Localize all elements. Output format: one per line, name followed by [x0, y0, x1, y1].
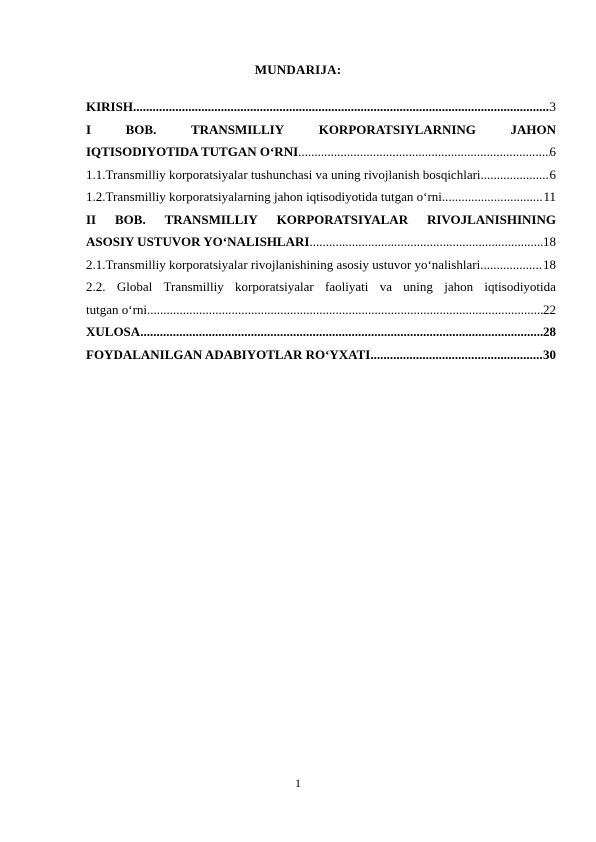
toc-word: RIVOJLANISHINING	[426, 211, 556, 227]
toc-word: KORPORATSIYLARNING	[318, 121, 476, 137]
toc-word: faoliyati	[325, 279, 369, 294]
toc-page-number: 11	[543, 189, 556, 204]
toc-entry-label: XULOSA	[86, 324, 141, 339]
toc-leader-dots	[140, 321, 543, 344]
toc-page-number: 18	[543, 234, 556, 249]
toc-word: KORPORATSIYALAR	[276, 211, 409, 227]
page-number-footer: 1	[295, 776, 301, 790]
page-title: MUNDARIJA:	[254, 62, 342, 77]
toc-word: TRANSMILLIY	[164, 211, 258, 227]
toc-leader-dots	[442, 186, 544, 209]
toc-entry-label: 1.2.Transmilliy korporatsiyalarning jahon iqtisodiyotida tutgan o‘rni	[86, 189, 442, 204]
toc-entry-label: FOYDALANILGAN ADABIYOTLAR RO‘YXATI	[86, 346, 371, 362]
toc-word: iqtisodiyotida	[484, 279, 556, 294]
toc-leader-dots	[481, 164, 550, 187]
toc-word: 2.2.	[86, 279, 106, 294]
toc-entry-xulosa[interactable]	[86, 321, 556, 344]
toc-entry-2-2-line1[interactable]	[86, 276, 556, 299]
toc-page-number: 30	[543, 346, 556, 362]
toc-page-number: 28	[543, 324, 556, 339]
toc-leader-dots	[309, 231, 543, 254]
toc-page-number: 6	[549, 144, 556, 159]
toc-page-number: 3	[549, 99, 556, 114]
toc-word: TRANSMILLIY	[190, 121, 285, 137]
toc-entry-2-2-line2[interactable]	[86, 299, 556, 322]
toc-page-number: 6	[549, 166, 556, 182]
toc-entry-label: tutgan o‘rni	[86, 301, 148, 317]
toc-word: uning	[403, 279, 433, 294]
toc-entry-bob1-line1[interactable]	[86, 119, 556, 142]
toc-page-number: 18	[543, 256, 556, 272]
toc-word: BOB.	[125, 121, 157, 137]
toc-entry-1-1[interactable]	[86, 164, 556, 187]
toc-entry-kirish[interactable]	[86, 96, 556, 119]
toc-entry-1-2[interactable]	[86, 186, 556, 209]
toc-entry-adabiyotlar[interactable]	[86, 344, 556, 367]
toc-leader-dots	[370, 344, 543, 367]
toc-word: jahon	[444, 279, 474, 294]
toc-leader-dots	[480, 254, 543, 277]
toc-word: korporatsiyalar	[235, 279, 314, 294]
toc-entry-label: ASOSIY USTUVOR YO‘NALISHLARI	[86, 234, 310, 249]
toc-leader-dots	[133, 96, 550, 119]
toc-entry-bob2-line2[interactable]	[86, 231, 556, 254]
toc-entry-label: KIRISH	[86, 99, 133, 114]
toc-word: Transmilliy	[163, 279, 224, 294]
toc-word: II	[86, 211, 97, 227]
toc-entry-label: 1.1.Transmilliy korporatsiyalar tushunchasi va uning rivojlanish bosqichlari	[86, 166, 481, 182]
toc-word: I	[86, 121, 92, 137]
toc-entry-bob1-line2[interactable]	[86, 141, 556, 164]
toc-page-number: 22	[543, 301, 556, 317]
toc-entry-2-1[interactable]	[86, 254, 556, 277]
toc-word: JAHON	[510, 121, 556, 137]
toc-entry-bob2-line1[interactable]	[86, 209, 556, 232]
toc-word: Global	[116, 279, 153, 294]
toc-leader-dots	[147, 299, 543, 322]
toc-leader-dots	[298, 141, 549, 164]
toc-word: va	[379, 279, 392, 294]
toc-entry-label: IQTISODIYOTIDA TUTGAN O‘RNI	[86, 144, 299, 159]
toc-word: BOB.	[114, 211, 146, 227]
toc-entry-label: 2.1.Transmilliy korporatsiyalar rivojlanishining asosiy ustuvor yo‘nalishlari	[86, 256, 481, 272]
table-of-contents	[86, 96, 556, 366]
